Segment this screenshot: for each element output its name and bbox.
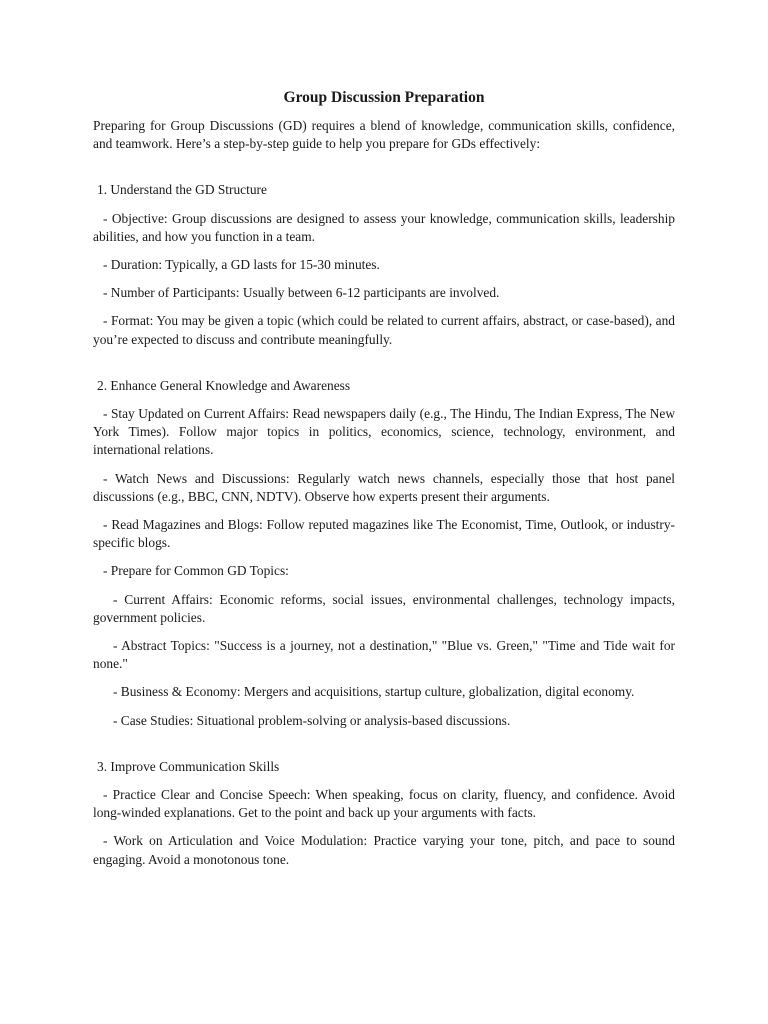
document-page bbox=[93, 88, 675, 879]
list-item: - Read Magazines and Blogs: Follow reputed magazines like The Economist, Time, Outlook, or industry-specific blogs. bbox=[93, 517, 675, 551]
list-item: - Prepare for Common GD Topics: bbox=[103, 563, 289, 579]
list-item: - Number of Participants: Usually between 6-12 participants are involved. bbox=[103, 285, 500, 301]
document-title: Group Discussion Preparation bbox=[283, 89, 485, 106]
section-heading-knowledge: 2. Enhance General Knowledge and Awareness bbox=[97, 377, 351, 393]
list-item: - Work on Articulation and Voice Modulation: Practice varying your tone, pitch, and pace to sound engaging. Avoid a monotonous tone. bbox=[93, 833, 675, 867]
sub-list-item: - Current Affairs: Economic reforms, social issues, environmental challenges, technology impacts, government policies. bbox=[93, 591, 675, 625]
list-item: - Objective: Group discussions are designed to assess your knowledge, communication skills, leadership abilities, and how you function in a team. bbox=[93, 210, 675, 244]
section-heading-structure: 1. Understand the GD Structure bbox=[97, 182, 267, 198]
list-item: - Format: You may be given a topic (which could be related to current affairs, abstract, or case-based), and you’re expected to discuss and contribute meaningfully. bbox=[93, 313, 675, 347]
list-item: - Watch News and Discussions: Regularly watch news channels, especially those that host panel discussions (e.g., BBC, CNN, NDTV). Observe how experts present their arguments. bbox=[93, 470, 675, 504]
intro-paragraph: Preparing for Group Discussions (GD) requires a blend of knowledge, communication skills, confidence, and teamwork. Here’s a step-by-step guide to help you prepare for GDs effectively: bbox=[93, 118, 675, 152]
section-heading-communication: 3. Improve Communication Skills bbox=[97, 758, 280, 774]
list-item: - Stay Updated on Current Affairs: Read newspapers daily (e.g., The Hindu, The Indian Express, The New York Times). Follow major topics in politics, economics, science, technology, environment, and international relations. bbox=[93, 406, 675, 458]
list-item: - Practice Clear and Concise Speech: When speaking, focus on clarity, fluency, and confidence. Avoid long-winded explanations. Get to the point and back up your arguments with facts. bbox=[93, 787, 675, 821]
sub-list-item: - Abstract Topics: "Success is a journey, not a destination," "Blue vs. Green," "Time and Tide wait for none." bbox=[93, 638, 675, 672]
sub-list-item: - Case Studies: Situational problem-solving or analysis-based discussions. bbox=[113, 712, 511, 728]
sub-list-item: - Business & Economy: Mergers and acquisitions, startup culture, globalization, digital economy. bbox=[113, 684, 635, 700]
list-item: - Duration: Typically, a GD lasts for 15-30 minutes. bbox=[103, 257, 380, 273]
